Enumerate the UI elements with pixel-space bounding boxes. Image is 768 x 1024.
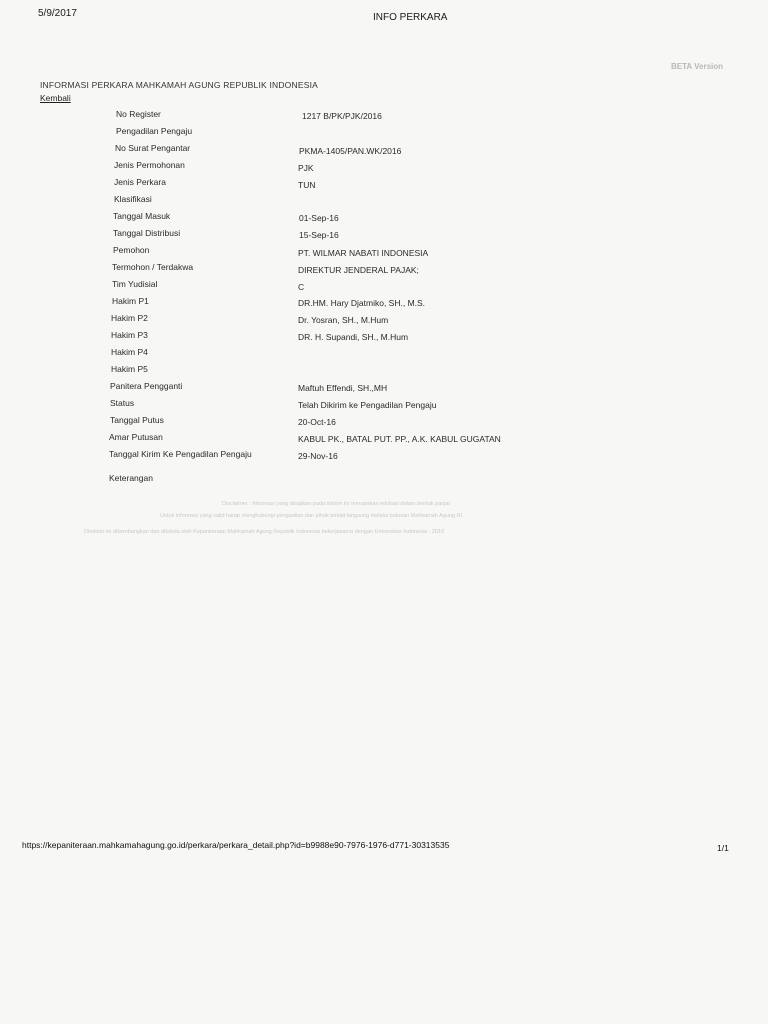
back-link[interactable]: Kembali: [40, 93, 71, 103]
field-label: Amar Putusan: [109, 432, 163, 442]
field-value: Telah Dikirim ke Pengadilan Pengaju: [298, 400, 437, 410]
field-label: Tanggal Putus: [110, 415, 164, 425]
beta-version-label: BETA Version: [671, 62, 724, 71]
field-label: Tanggal Distribusi: [113, 228, 181, 238]
field-label: Jenis Perkara: [114, 177, 166, 187]
field-label: Termohon / Terdakwa: [112, 262, 194, 272]
field-value: DR. H. Supandi, SH., M.Hum: [298, 332, 409, 342]
field-label: Tanggal Masuk: [113, 211, 171, 221]
disclaimer-line: Untuk informasi yang valid harap menghubungi pengadilan dan pihak terkait langsung melalui putusan Mahkamah Agung RI: [160, 513, 463, 519]
print-footer-url: https://kepaniteraan.mahkamahagung.go.id/perkara/perkara_detail.php?id=b9988e90-7976-1976-d771-30313535: [22, 840, 450, 850]
field-value: 01-Sep-16: [299, 213, 339, 223]
disclaimer-line: Disclaimer : Informasi yang disajikan pada sistem ini merupakan edukasi dalam bentuk panjar: [222, 501, 451, 507]
field-label: Tanggal Kirim Ke Pengadilan Pengaju: [109, 449, 252, 459]
disclaimer-line: Direktori ini dikembangkan dan dikelola oleh Kepaniteraan Mahkamah Agung Republik Indonesia bekerjasama dengan Universitas Indonesia - 2016: [84, 529, 445, 535]
keterangan-label: Keterangan: [109, 473, 153, 483]
print-header-title: INFO PERKARA: [373, 12, 448, 23]
field-value: PT. WILMAR NABATI INDONESIA: [298, 248, 429, 258]
field-label: Jenis Permohonan: [114, 160, 185, 170]
field-value: C: [298, 282, 305, 292]
field-value: 1217 B/PK/PJK/2016: [302, 111, 382, 121]
field-value: TUN: [298, 180, 316, 190]
field-label: No Register: [116, 109, 161, 119]
field-label: Hakim P3: [111, 330, 148, 340]
field-value: KABUL PK., BATAL PUT. PP., A.K. KABUL GUGATAN: [298, 434, 501, 444]
field-label: Pengadilan Pengaju: [116, 126, 193, 136]
field-label: Klasifikasi: [114, 194, 152, 204]
field-value: PKMA-1405/PAN.WK/2016: [299, 146, 402, 156]
field-value: PJK: [298, 163, 314, 173]
field-label: No Surat Pengantar: [115, 143, 191, 153]
field-label: Hakim P5: [111, 364, 148, 374]
field-value: 20-Oct-16: [298, 417, 336, 427]
field-value: 15-Sep-16: [299, 230, 339, 240]
field-value: 29-Nov-16: [298, 451, 338, 461]
page-title: INFORMASI PERKARA MAHKAMAH AGUNG REPUBLIK INDONESIA: [40, 80, 319, 90]
print-header-date: 5/9/2017: [38, 8, 77, 19]
field-value: Maftuh Effendi, SH.,MH: [298, 383, 388, 393]
field-label: Tim Yudisial: [112, 279, 158, 289]
field-value: Dr. Yosran, SH., M.Hum: [298, 315, 389, 325]
field-label: Pemohon: [113, 245, 150, 255]
field-label: Hakim P2: [111, 313, 148, 323]
field-label: Hakim P1: [112, 296, 149, 306]
field-value: DR.HM. Hary Djatmiko, SH., M.S.: [298, 298, 426, 308]
field-label: Status: [110, 398, 135, 408]
print-footer-page-number: 1/1: [717, 843, 729, 853]
field-value: DIREKTUR JENDERAL PAJAK;: [298, 265, 419, 275]
field-label: Hakim P4: [111, 347, 148, 357]
field-label: Panitera Pengganti: [110, 381, 183, 391]
